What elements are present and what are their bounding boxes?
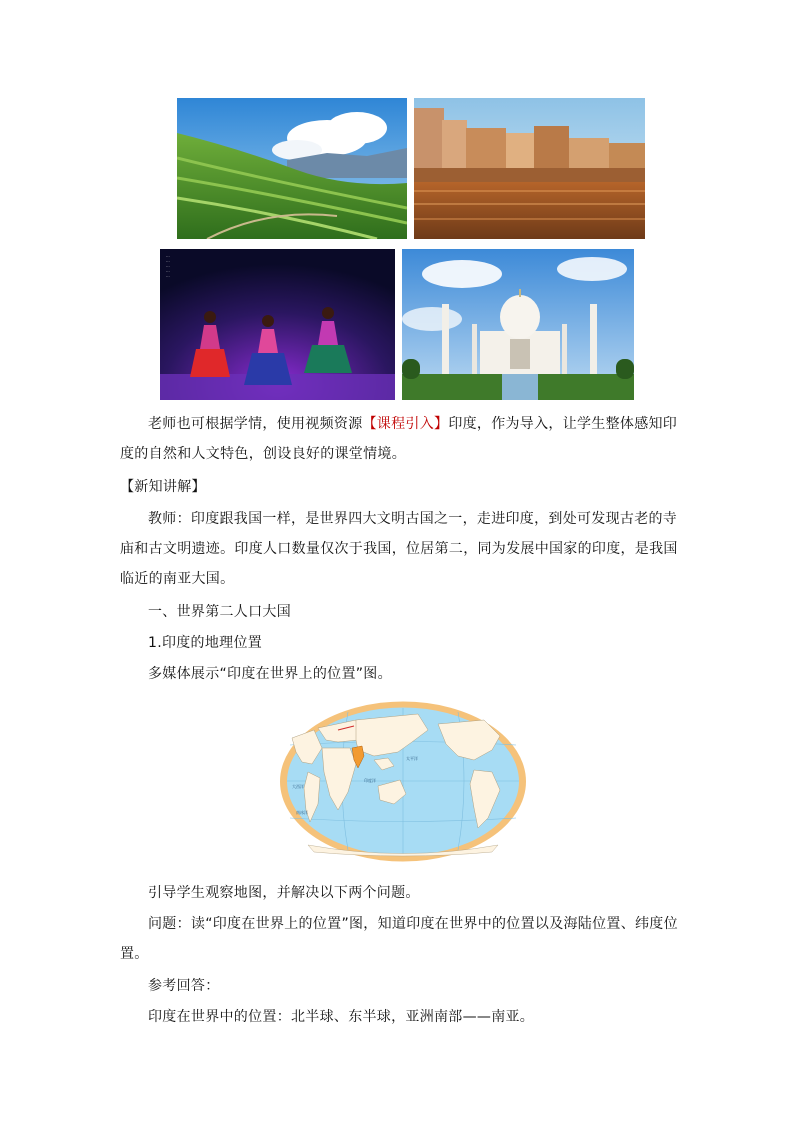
heading-geographic-location: 1.印度的地理位置 [148, 635, 263, 651]
teacher-paragraph: 教师：印度跟我国一样，是世界四大文明古国之一，走进印度，到处可发现古老的寺庙和古文明遗迹。印度人口数量仅次于我国，位居第二，同为发展中国家的印度，是我国临近的南亚大国。 [120, 511, 678, 587]
multimedia-line: 多媒体展示“印度在世界上的位置”图。 [148, 666, 392, 682]
ocean-label: 南冰洋 [296, 810, 308, 815]
world-map-india-location [278, 700, 528, 863]
dance-caption-line: ... [166, 263, 170, 268]
river-ghats-photo [414, 98, 645, 239]
dance-performance-photo [160, 249, 395, 400]
intro-text: 印度，作为导入，让学生整体感知印度的自然和人文特色，创设良好的课堂情境。 [120, 416, 678, 462]
heading-world-second-population: 一、世界第二人口大国 [148, 604, 291, 620]
guide-line: 引导学生观察地图，并解决以下两个问题。 [148, 885, 420, 901]
dance-caption-line: ... [166, 273, 170, 278]
taj-mahal-photo [402, 249, 634, 400]
tea-plantation-photo [177, 98, 407, 239]
course-intro-video-link[interactable]: 【课程引入】 [362, 416, 449, 432]
dance-caption-line: ... [166, 253, 170, 258]
dance-caption-line: ... [166, 268, 170, 273]
section-heading: 【新知讲解】 [120, 479, 206, 495]
answer-line: 印度在世界中的位置：北半球、东半球，亚洲南部——南亚。 [148, 1009, 535, 1025]
intro-text: 老师也可根据学情，使用视频资源 [148, 416, 363, 432]
question-paragraph: 问题：读“印度在世界上的位置”图，知道印度在世界中的位置以及海陆位置、纬度位置。 [120, 916, 678, 962]
ocean-label: 大西洋 [292, 784, 304, 789]
ocean-label: 印度洋 [364, 778, 376, 783]
intro-paragraph [120, 409, 682, 469]
dance-caption-line: ... [166, 258, 170, 263]
reference-answer-label: 参考回答： [148, 978, 220, 994]
ocean-label: 太平洋 [406, 756, 418, 761]
